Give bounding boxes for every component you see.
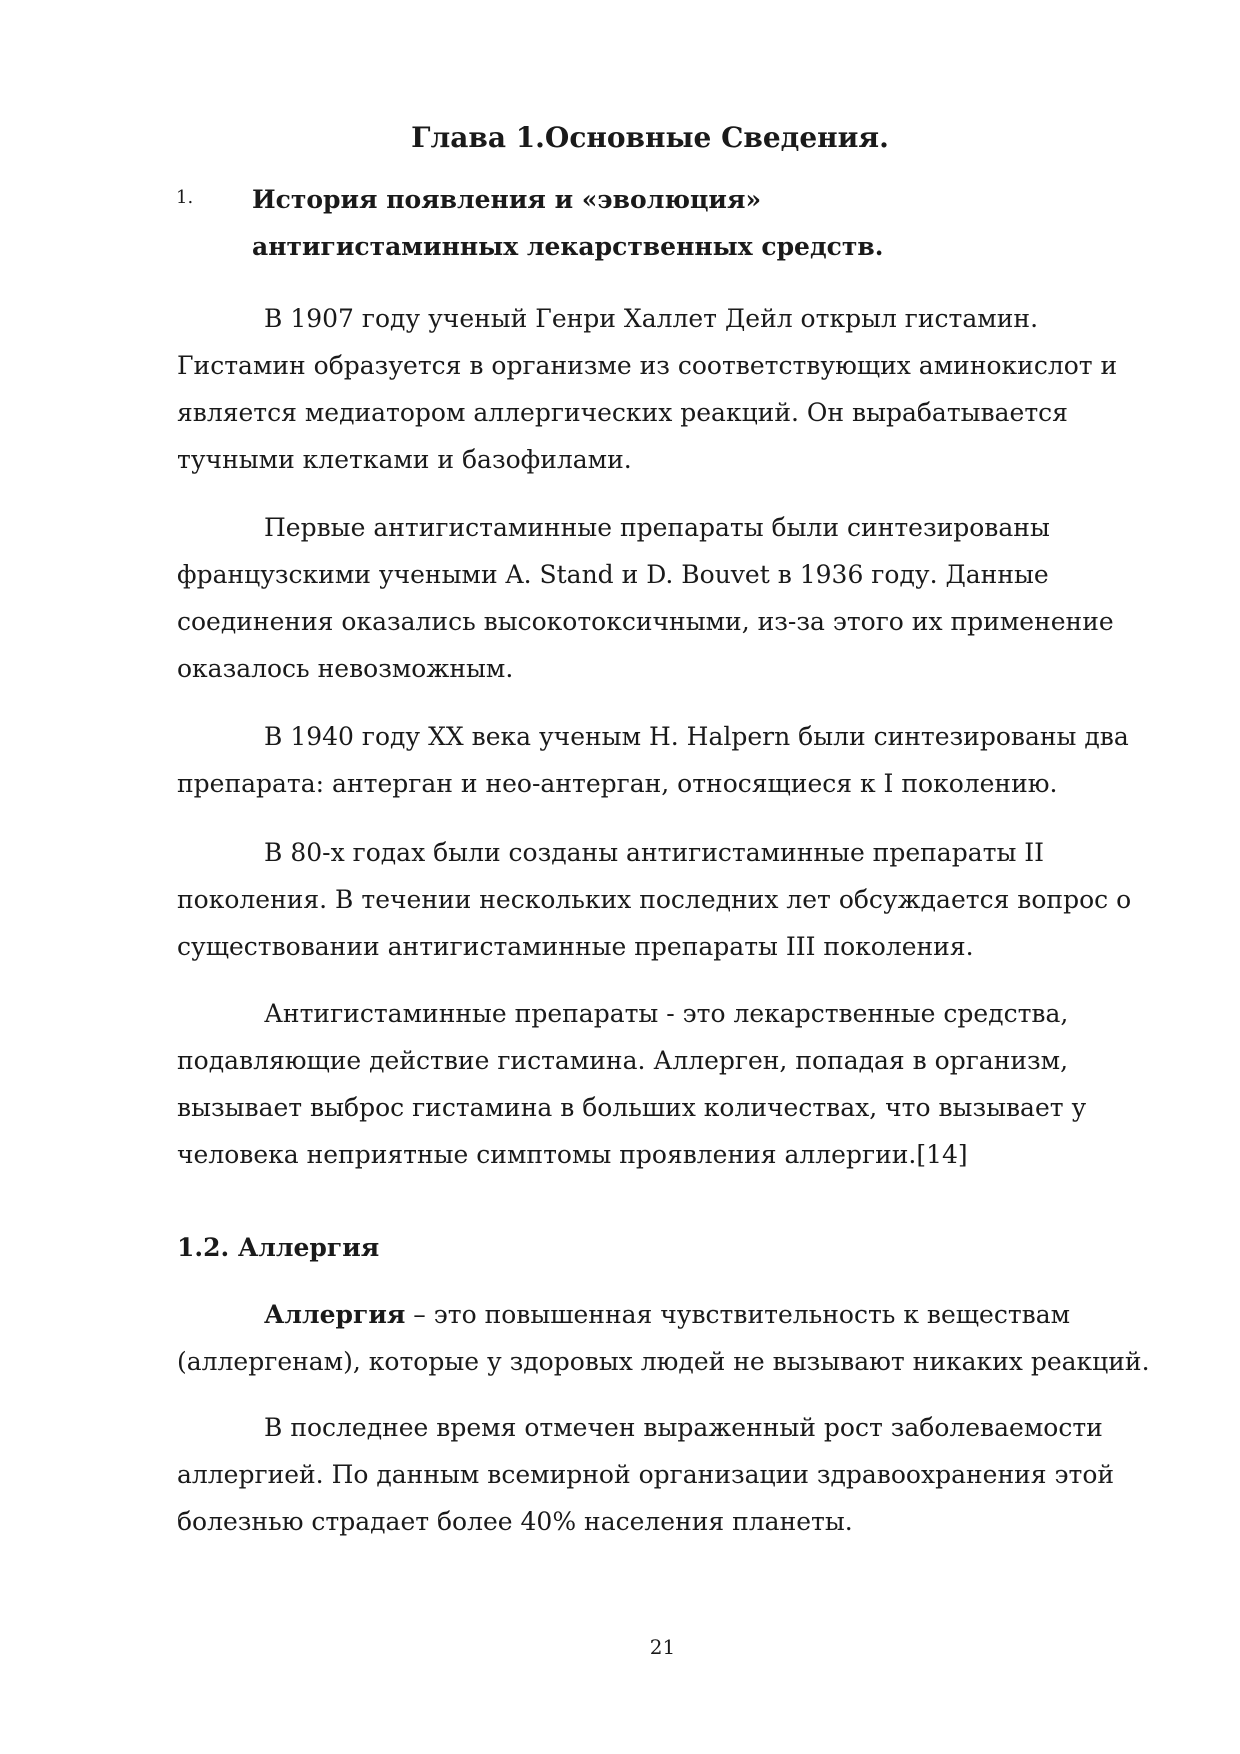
paragraph-antihistamine-definition: Антигистаминные препараты - это лекарственные средства, подавляющие действие гистамина. Аллерген, попадая в организм, вызывает выброс гистамина в больших количествах, что вызывает у человека неприятные симптомы проявления аллергии.[14] <box>177 999 1087 1169</box>
definition-term: Аллергия <box>264 1300 406 1329</box>
section-title: История появления и «эволюция» антигистаминных лекарственных средств. <box>252 185 884 261</box>
subsection-title: 1.2. Аллергия <box>177 1233 380 1262</box>
page-number: 21 <box>649 1635 676 1659</box>
paragraph-second-generation: В 80-х годах были созданы антигистаминные препараты II поколения. В течении нескольких последних лет обсуждается вопрос о существовании антигистаминные препараты III поколения. <box>177 838 1132 961</box>
paragraph-allergy-statistics: В последнее время отмечен выраженный рост заболеваемости аллергией. По данным всемирной организации здравоохранения этой болезнью страдает более 40% населения планеты. <box>177 1413 1115 1536</box>
paragraph-first-antihistamines: Первые антигистаминные препараты были синтезированы французскими учеными A. Stand и D. Bouvet в 1936 году. Данные соединения оказались высокотоксичными, из-за этого их применение оказалось невозможным. <box>177 513 1114 683</box>
paragraph-allergy-definition <box>177 1291 1157 1385</box>
paragraph-halpern-1940: В 1940 году XX века ученым H. Halpern были синтезированы два препарата: антерган и нео-антерган, относящиеся к I поколению. <box>177 722 1129 798</box>
chapter-title: Глава 1.Основные Сведения. <box>411 121 889 154</box>
paragraph-histamine-discovery: В 1907 году ученый Генри Халлет Дейл открыл гистамин. Гистамин образуется в организме из соответствующих аминокислот и является медиатором аллергических реакций. Он вырабатывается тучными клетками и базофилами. <box>177 304 1118 474</box>
definition-text: – это повышенная чувствительность к веществам (аллергенам), которые у здоровых людей не вызывают никаких реакций. <box>177 1300 1150 1376</box>
section-number: 1. <box>176 187 194 208</box>
